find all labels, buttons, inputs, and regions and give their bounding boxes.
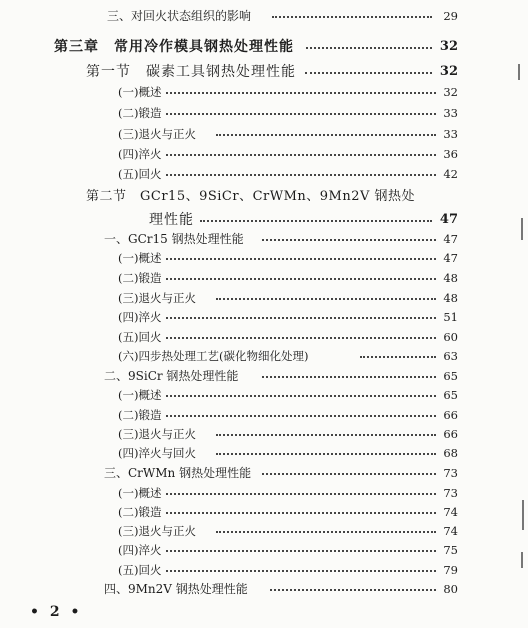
leader-dots <box>305 72 432 74</box>
toc-entry-page: 47 <box>439 212 458 227</box>
toc-entry-page: 32 <box>439 39 458 54</box>
scan-edge-mark <box>518 64 520 80</box>
toc-entry <box>0 327 528 347</box>
toc-entry <box>0 540 528 560</box>
toc-entry-title: (一)概述 <box>118 486 162 500</box>
leader-dots <box>262 473 436 475</box>
toc-entry-page: 73 <box>443 486 458 500</box>
toc-entry-title: 第三章 常用冷作模具钢热处理性能 <box>54 39 294 55</box>
toc-entry-title: 三、对回火状态组织的影响 <box>107 9 252 23</box>
toc-entry-page: 36 <box>443 147 458 161</box>
toc-entry <box>0 144 528 164</box>
leader-dots <box>166 174 436 176</box>
leader-dots <box>166 395 436 397</box>
toc-entry-page: 33 <box>443 127 458 141</box>
toc-entry <box>0 187 528 207</box>
toc-entry <box>0 385 528 405</box>
toc-entry <box>0 288 528 308</box>
toc-entry-page: 68 <box>443 446 458 460</box>
toc-entry <box>0 366 528 386</box>
toc-entry-page: 51 <box>443 310 458 324</box>
toc-entry-title: 一、GCr15 钢热处理性能 <box>104 232 244 246</box>
toc-entry <box>0 37 528 57</box>
toc-entry <box>0 560 528 580</box>
toc-entry-title: 二、9SiCr 钢热处理性能 <box>104 369 239 383</box>
toc-entry-title: (三)退火与正火 <box>118 127 196 141</box>
toc-entry-title: (三)退火与正火 <box>118 524 196 538</box>
toc-entry-page: 73 <box>443 466 458 480</box>
toc-entry-title: 理性能 <box>149 212 194 228</box>
toc-entry-page: 60 <box>443 330 458 344</box>
toc-entry-title: 第一节 碳素工具钢热处理性能 <box>86 64 296 80</box>
scan-edge-mark <box>522 500 524 530</box>
toc-entry-page: 47 <box>443 232 458 246</box>
leader-dots <box>166 113 436 115</box>
leader-dots <box>200 220 432 222</box>
leader-dots <box>166 278 436 280</box>
toc-entry <box>0 424 528 444</box>
scan-edge-mark <box>521 552 523 568</box>
leader-dots <box>270 589 436 591</box>
leader-dots <box>166 415 436 417</box>
leader-dots <box>166 92 436 94</box>
toc-entry-page: 75 <box>443 543 458 557</box>
leader-dots <box>216 434 436 436</box>
toc-entry <box>0 521 528 541</box>
toc-entry-title: (四)淬火 <box>118 147 162 161</box>
toc-entry-page: 74 <box>443 505 458 519</box>
toc-entry <box>0 405 528 425</box>
toc-entry-title: (三)退火与正火 <box>118 291 196 305</box>
toc-entry-title: (二)锻造 <box>118 271 162 285</box>
toc-entry-title: (二)锻造 <box>118 408 162 422</box>
toc-entry <box>0 463 528 483</box>
toc-entry <box>0 268 528 288</box>
toc-entry-title: (六)四步热处理工艺(碳化物细化处理) <box>118 349 309 363</box>
leader-dots <box>166 154 436 156</box>
toc-entry-title: 第二节 GCr15、9SiCr、CrWMn、9Mn2V 钢热处 <box>86 189 416 204</box>
leader-dots <box>262 376 436 378</box>
toc-entry <box>0 443 528 463</box>
toc-entry-title: (五)回火 <box>118 330 162 344</box>
leader-dots <box>216 298 436 300</box>
leader-dots <box>272 16 432 18</box>
toc-entry <box>0 82 528 102</box>
scan-edge-mark <box>521 218 523 240</box>
toc-entry-page: 42 <box>443 167 458 181</box>
toc-entry <box>0 502 528 522</box>
leader-dots <box>166 512 436 514</box>
toc-entry <box>0 210 528 230</box>
toc-entry <box>0 103 528 123</box>
leader-dots <box>166 493 436 495</box>
leader-dots <box>166 550 436 552</box>
toc-entry-title: (一)概述 <box>118 388 162 402</box>
toc-entry-page: 65 <box>443 369 458 383</box>
page-number-footer: • 2 • <box>30 604 83 620</box>
toc-entry <box>0 579 528 599</box>
toc-entry-page: 74 <box>443 524 458 538</box>
toc-entry-page: 80 <box>443 582 458 596</box>
toc-entry-title: (二)锻造 <box>118 106 162 120</box>
toc-entry-title: (四)淬火与回火 <box>118 446 196 460</box>
toc-entry <box>0 124 528 144</box>
toc-entry-page: 48 <box>443 291 458 305</box>
toc-entry <box>0 6 528 26</box>
toc-entry <box>0 229 528 249</box>
toc-entry-title: 四、9Mn2V 钢热处理性能 <box>104 582 248 596</box>
leader-dots <box>166 337 436 339</box>
toc-entry <box>0 248 528 268</box>
toc-entry-title: 三、CrWMn 钢热处理性能 <box>104 466 252 480</box>
toc-entry-title: (二)锻造 <box>118 505 162 519</box>
toc-entry <box>0 307 528 327</box>
toc-entry-title: (一)概述 <box>118 85 162 99</box>
leader-dots <box>166 258 436 260</box>
toc-entry <box>0 483 528 503</box>
toc-entry-page: 29 <box>443 9 458 23</box>
leader-dots <box>216 531 436 533</box>
toc-entry-page: 66 <box>443 408 458 422</box>
toc-entry <box>0 164 528 184</box>
toc-entry-title: (三)退火与正火 <box>118 427 196 441</box>
toc-entry-page: 33 <box>443 106 458 120</box>
toc-entry-page: 66 <box>443 427 458 441</box>
leader-dots <box>166 317 436 319</box>
toc-entry <box>0 346 528 366</box>
toc-entry-page: 48 <box>443 271 458 285</box>
leader-dots <box>166 570 436 572</box>
leader-dots <box>216 134 436 136</box>
toc-entry-page: 63 <box>443 349 458 363</box>
leader-dots <box>262 239 436 241</box>
leader-dots <box>216 453 436 455</box>
toc-entry-page: 79 <box>443 563 458 577</box>
toc-entry-title: (四)淬火 <box>118 543 162 557</box>
toc-entry-title: (五)回火 <box>118 563 162 577</box>
toc-entry <box>0 62 528 82</box>
toc-entry-title: (四)淬火 <box>118 310 162 324</box>
toc-entry-page: 32 <box>443 85 458 99</box>
toc-entry-title: (五)回火 <box>118 167 162 181</box>
leader-dots <box>306 47 432 49</box>
toc-entry-page: 65 <box>443 388 458 402</box>
toc-entry-page: 32 <box>439 64 458 79</box>
toc-entry-page: 47 <box>443 251 458 265</box>
toc-entry-title: (一)概述 <box>118 251 162 265</box>
